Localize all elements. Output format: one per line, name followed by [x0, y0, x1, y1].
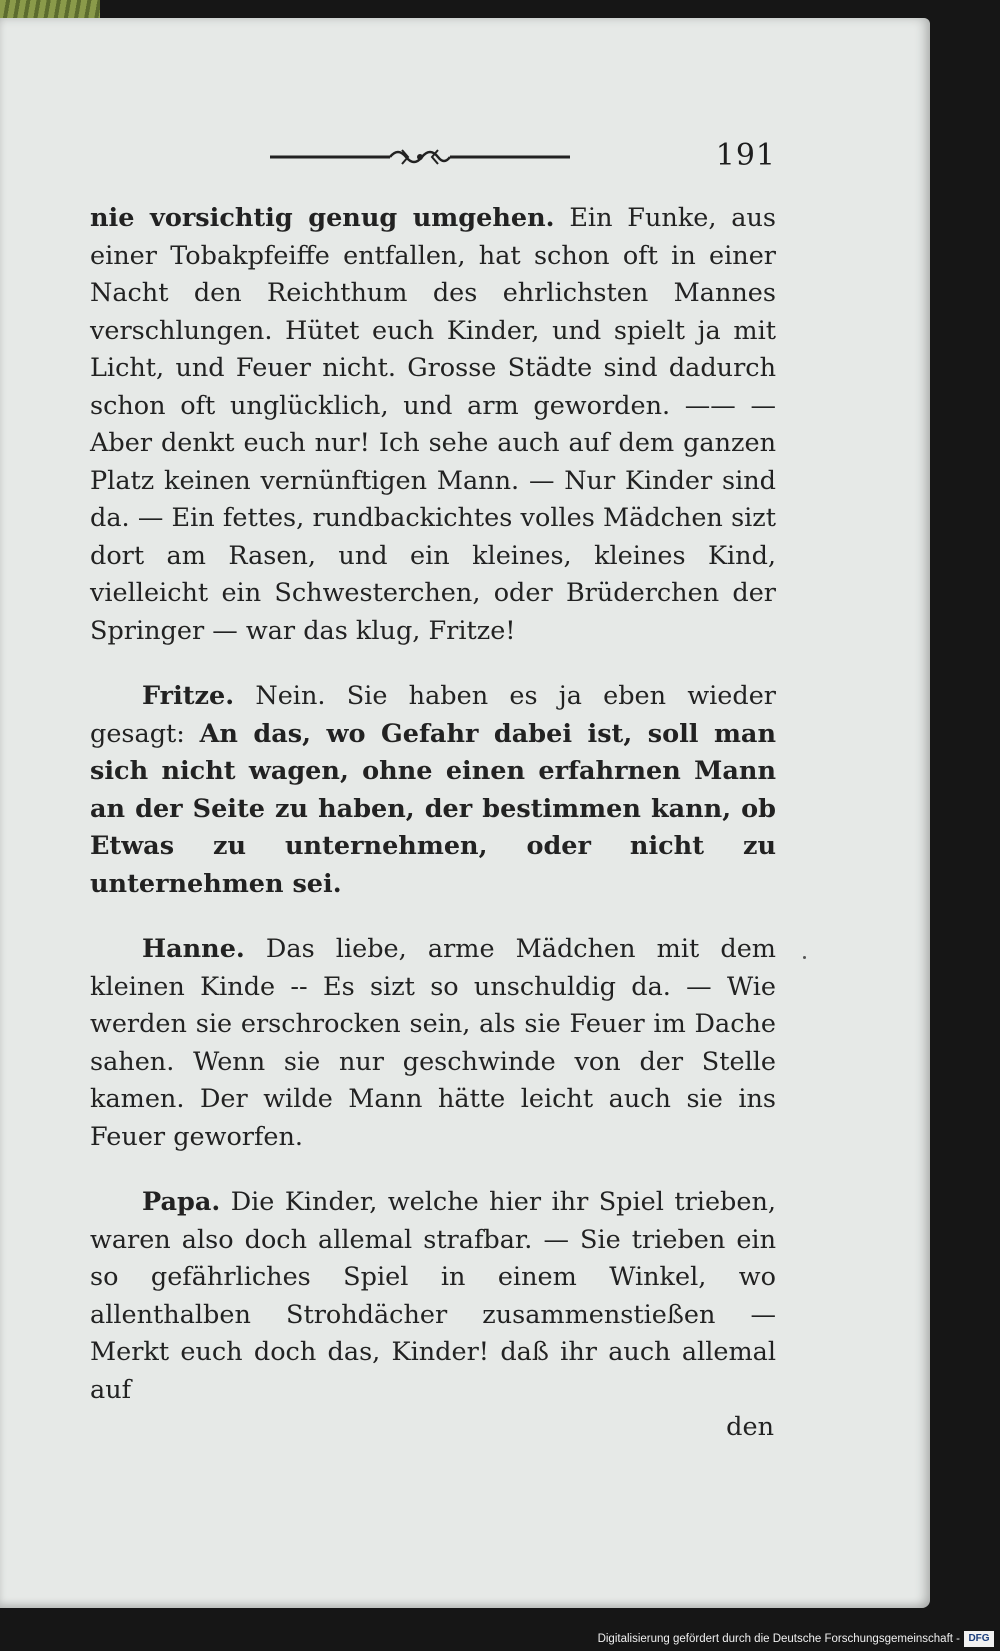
paragraph-1-text: Ein Funke, aus einer Tobakpfeiffe entfallen, hat schon oft in einer Nacht den Reichthum des ehrlichsten Mannes verschlungen. Hütet euch Kinder, und spielt ja mit Licht, und Feuer nicht. Grosse Städte sind dadurch schon oft unglücklich, und arm geworden. —— — Aber denkt euch nur! Ich sehe auch auf dem ganzen Platz keinen vernünftigen Mann. — Nur Kinder sind da. — Ein fettes, rundbackichtes volles Mädchen sizt dort am Rasen, und ein kleines, kleines Kind, vielleicht ein Schwesterchen, oder Brüderchen der Springer — war das klug, Fritze! [90, 203, 776, 646]
dfg-logo: DFG [964, 1631, 994, 1647]
speaker-hanne: Hanne. [142, 934, 245, 964]
paragraph-fritze-emphasis: An das, wo Gefahr dabei ist, soll man sich nicht wagen, ohne einen erfahrnen Mann an der Seite zu haben, der bestimmen kann, ob Etwas zu unternehmen, oder nicht zu unternehmen sei. [90, 718, 776, 899]
paragraph-papa-text: Die Kinder, welche hier ihr Spiel trieben, waren also doch allemal strafbar. — Sie trieben ein so gefährliches Spiel in einem Winkel, wo allenthalben Strohdächer zusammenstießen — Merkt euch doch das, Kinder! daß ihr auch allemal auf [90, 1187, 776, 1405]
catchword: den [726, 1412, 774, 1442]
paragraph-1 [90, 200, 776, 650]
funding-note: Digitalisierung gefördert durch die Deutsche Forschungsgemeinschaft - [597, 1633, 960, 1645]
paragraph-hanne-text: Das liebe, arme Mädchen mit dem kleinen Kinde -- Es sizt so unschuldig da. — Wie werden sie erschrocken sein, als sie Feuer im Dache sahen. Wenn sie nur geschwinde von der Stelle kamen. Der wilde Mann hätte leicht auch sie ins Feuer geworfen. [90, 934, 776, 1152]
paragraph-fritze [90, 678, 776, 903]
header-ornament-icon [270, 142, 590, 172]
paragraph-fritze-text: Nein. Sie haben es ja eben wieder gesagt: [90, 681, 776, 749]
speaker-fritze: Fritze. [142, 681, 235, 711]
paragraph-1-emphasis: nie vorsichtig genug umgehen. [90, 203, 555, 233]
paragraph-papa [90, 1184, 776, 1447]
page-number: 191 [715, 138, 776, 173]
paper-speck [803, 956, 806, 959]
speaker-papa: Papa. [142, 1187, 221, 1217]
book-page [0, 18, 930, 1608]
footer-bar [0, 1613, 1000, 1651]
page-header [270, 136, 780, 180]
paragraph-hanne [90, 931, 776, 1156]
body-text [90, 200, 776, 1447]
